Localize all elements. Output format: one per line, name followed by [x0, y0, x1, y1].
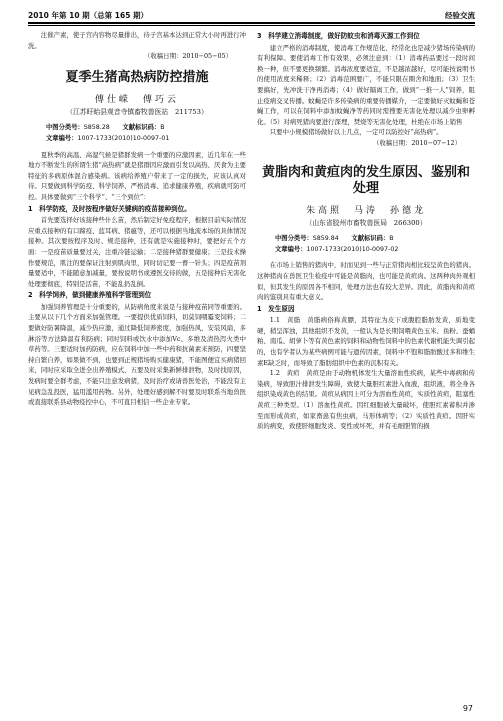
body-paragraph: 加强饲养管理是十分重要的，从防病角度来说是与接种疫苗同等重要的。主要从以下几个方面来加强管理。一要提供优质饲料，切莫饲喂霉变饲料；二要做好防暑降温，减少热应激，通过降低饲养密度，加强热风，安装风扇，多淋浴等方法降温有利防病；同时饲料或饮水中添加Vc、多维及清热泻火类中草药等。三要适时加药防病，应在饲料中加一些中药和抗菌素来预防，四要坚持自繁自养，如果做不到，也要到正规猪场购买健康猪，不能图便宜买病猪回来，同时应采取全进全出养殖模式，五要及时采集新鲜排泄物，及时找原因，发病时要全群考虑，不能只注意发病猪，及时治疗或请兽医处治，不能没有主见病急乱投医，猛用滥用药物。另外，处理好感到解不时要及时联系当地兽医或直接联系县动物疫控中心，不可直目相信一些企业专家。 — [28, 302, 246, 407]
section-heading: 3 科学建立消毒制度，做好防蚊虫和消毒灭源工作到位 — [257, 32, 420, 40]
left-column — [28, 30, 246, 408]
classification-line: 中图分类号：S859.84 文献标识码：B — [275, 235, 394, 243]
section-heading: 1 发生原因 — [257, 304, 295, 313]
continued-paragraph: 注催产素，使子宫内容物尽量排出，待子宫基本达到正常大小时再进行冲洗。 — [28, 31, 246, 50]
article-affiliation: （山东省胶州市畜牧兽医局 266300） — [305, 218, 427, 227]
issue-label: 2010 年第 10 期（总第 165 期） — [28, 11, 149, 20]
article-number-line: 文章编号：1007-1733(2010)10-0097-01 — [46, 134, 170, 142]
header-rule-thin — [28, 25, 475, 26]
body-paragraph: 1.1 黄脂 黄脂病俗称黄膘，其特征为皮下或腹腔脂肪发黄，质地变硬，稍呈浑浊，其他组织不发黄，一般认为是长期饲喂黄色玉米、鱼粉、蚕蛹粕、南瓜、胡萝卜等有黄色素的饲料和动物性饲料中的色素代谢机能失调引起的，也有学者认为某些病例可能与遗传因素，饲料中不饱和脂肪酸过多和维生素E缺乏时，而导致了脂肪组织中色素的沉积有关。 — [257, 316, 475, 367]
body-paragraph: 建立严格的消毒制度，使消毒工作规范化、经常化也是减少猪场传染病的有利保障。要使消毒工作有效果，必须注意到：（1）消毒药品要过一段时间换一种，但不要更换频繁。消毒浓度要适宜，不是越浓越好，尽可能按说明书的使用浓度来稀释；（2）消毒范围要广，不能只限在圈舍和地面；（3）卫生要搞好，先冲洗干净再消毒；（4）做好隔离工作，做到“一推一人”饲养，阻止疫病交叉传播。蚊蝇是许多传染病的重要传播媒介，一定要做好灭蚊蝇和苍蝇工作，可以在饲料中添加蚊蝇净等药同时需搜要无害化处理以减少虫卵孵化。（5）对病死猪肉要进行深埋，焚烧等无害化处理，杜绝在市场上销售 — [257, 43, 475, 126]
classification-line: 中图分类号：S858.28 文献标识码：B — [46, 124, 165, 132]
received-date: （收稿日期：2010−05−05） — [144, 52, 232, 61]
page-header — [28, 8, 475, 22]
page-number: 97 — [462, 704, 473, 713]
article-authors: 傅仕嵘 傅巧云 — [94, 94, 179, 105]
article-affiliation: （江苏盱眙县观音寺镇畜牧兽医站 211753） — [66, 107, 208, 116]
intro-paragraph: 在市场上销售的猪肉中，时而见到一些与正常猪肉相比较呈黄色的猪肉。这种猪肉在兽医卫生检疫中可能是黄脂肉，也可能是黄疸肉。这两种肉外观相似，但其发生的原因各不相同，处理方法也有较大差异。因此，黄脂肉和黄疸肉的鉴别具有重大意义。 — [257, 261, 475, 302]
article-authors: 朱高照 马涛 孙德龙 — [305, 205, 426, 216]
article-number-line: 文章编号：1007-1733(2010)10-0097-02 — [275, 245, 399, 253]
column-label: 经验交流 — [445, 11, 475, 20]
right-column — [257, 30, 475, 432]
body-paragraph: 1.2 黄疸 黄疸是由于动物机体发生大量溶血性疾病，某些中毒病和传染病，导致胆汁排泄发生障碍，致使大量胆红素进入血液，组织液，将全身各组织染成黄色的结果。黄疸从病因上可分为溶血性黄疸，实质性黄疸，阻塞性黄疸三种类型。（1）溶血性黄疸。因红细胞被大量破坏，使胆红素蓄积并渗至而形成黄疸，如家畜患有焦虫病，马形体病等；（2）实质性黄疸。因肝实质的病变，致使肝细胞发炎、变性或坏死，并有毛细胆管的损 — [257, 369, 475, 431]
article-title: 夏季生猪高热病防控措施 — [65, 69, 209, 85]
body-paragraph: 首先要选择好该接种些什么苗，然后制定好免疫程序，根据目前实际情况应重点接种的有口蹄疫、蓝耳病、猪瘟等，还可以根据当地流本场的具体情况接种。其次要按程序及时、规范接种，还有就是实施接种时，要把好五个方面：一是疫苗质量要过关，注重冷链运输；二是接种猪群要健康；三是技术操作要规范，肌注的要保证注射到肌肉里，同时切记要一畜一针头；四是疫苗剂量要适中，不能随意加减量，要按说明书或遵医交待的做，五是接种后无害化处理要彻底，特别是活苗，不能乱扔乱倒。 — [28, 216, 246, 288]
received-date: （收稿日期：2010−07−12） — [373, 138, 461, 147]
section-heading: 2 科学饲养，做到健康养殖科学管理到位 — [28, 291, 152, 300]
section-heading: 1 科学防疫，及时按程序做好关键病的疫苗接种到位。 — [28, 204, 191, 213]
body-paragraph: 只要中小规模猪场做好以上几点，一定可以防控好“高热病”。 — [269, 128, 443, 137]
intro-paragraph: 夏秋季的高温、高湿气候是猪群发病一个重要的应激因素，近几年在一些地方不断发生的所谓生猪“高热病”就是猪群因应激而引发以高热、厌食为主要特征的多病原体混合感染病。该病给养殖户带来了一定的损失，应该认真对待。只要做到科学防疫、科学饲养、严格消毒、追求健康养殖，疾病就可防可控。具体要做到“三个科学”、“三个到位”： — [28, 150, 246, 201]
header-rule-thick — [28, 22, 475, 24]
article-title: 黄脂肉和黄疸肉的发生原因、鉴别和处理 — [261, 164, 470, 196]
